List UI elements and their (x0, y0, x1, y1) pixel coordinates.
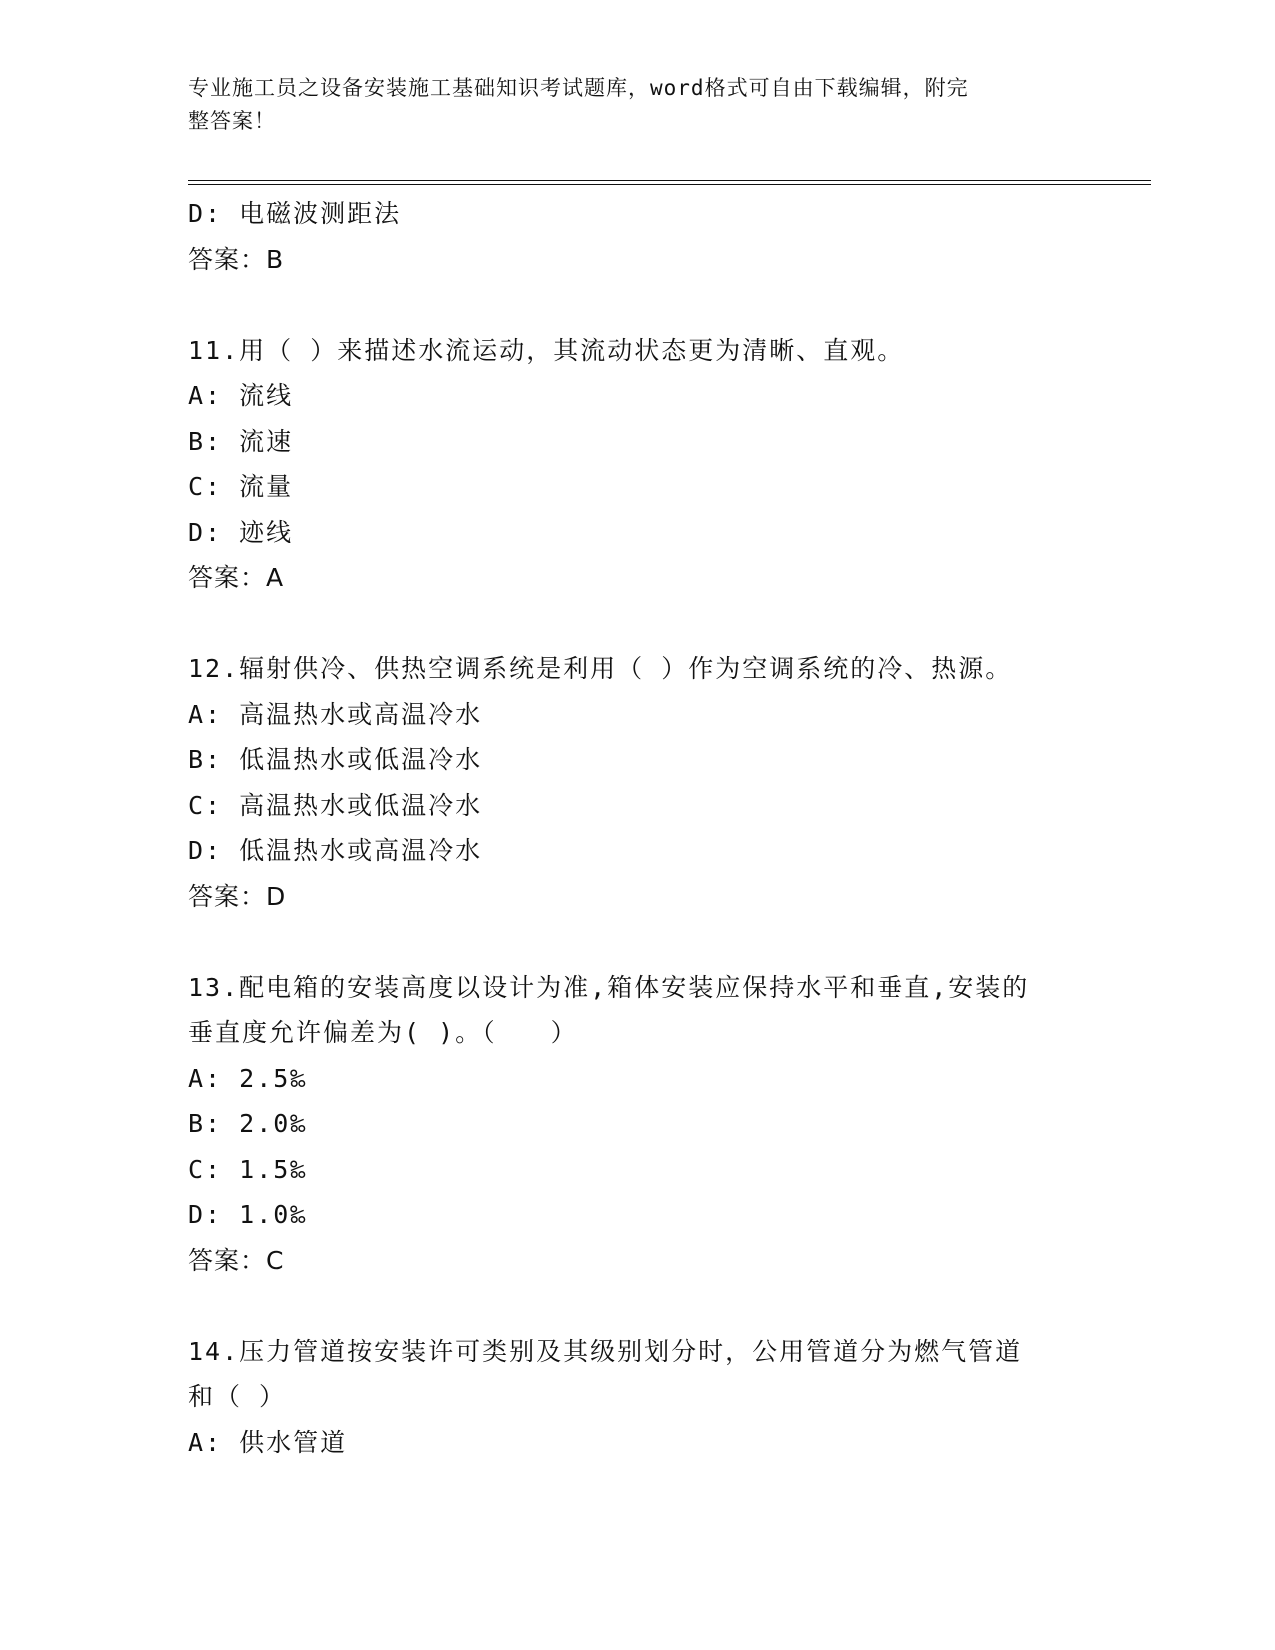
spacer (188, 282, 1088, 328)
spacer (188, 1283, 1088, 1329)
option-b: B: 低温热水或低温冷水 (188, 745, 483, 774)
header-line-1: 专业施工员之设备安装施工基础知识考试题库，word格式可自由下载编辑，附完 (188, 76, 969, 100)
question-stem: 13.配电箱的安装高度以设计为准,箱体安装应保持水平和垂直,安装的 (188, 972, 1030, 1002)
option-d: D: 低温热水或高温冷水 (188, 836, 483, 865)
answer-line: 答案：D (188, 881, 287, 911)
header-line-2: 整答案！ (188, 109, 276, 133)
answer-line: 答案：C (188, 1245, 285, 1275)
option-a: A: 2.5‰ (188, 1063, 308, 1093)
option-a: A: 流线 (188, 381, 294, 410)
header-divider-bottom (188, 184, 1151, 185)
question-stem: 12.辐射供冷、供热空调系统是利用（ ）作为空调系统的冷、热源。 (188, 654, 1013, 683)
question-block-13 (188, 965, 1088, 1284)
question-stem-continued: 垂直度允许偏差为( )。（ ） (188, 1018, 578, 1047)
answer-line: 答案：A (188, 563, 285, 592)
question-block-12 (188, 646, 1088, 919)
answer-line: 答案：B (188, 244, 285, 274)
option-a: A: 高温热水或高温冷水 (188, 699, 483, 729)
option-d: D: 电磁波测距法 (188, 199, 402, 228)
question-stem: 11.用（ ）来描述水流运动，其流动状态更为清晰、直观。 (188, 335, 905, 365)
option-d: D: 迹线 (188, 517, 294, 547)
question-list (188, 191, 1088, 1465)
option-a: A: 供水管道 (188, 1427, 348, 1457)
option-c: C: 高温热水或低温冷水 (188, 790, 483, 820)
question-block-10 (188, 191, 1088, 282)
option-c: C: 1.5‰ (188, 1154, 308, 1184)
option-c: C: 流量 (188, 472, 294, 501)
question-stem-continued: 和（ ） (188, 1382, 287, 1411)
question-block-14 (188, 1329, 1088, 1466)
option-d: D: 1.0‰ (188, 1200, 308, 1229)
question-stem: 14.压力管道按安装许可类别及其级别划分时，公用管道分为燃气管道 (188, 1336, 1023, 1366)
document-header (188, 72, 1068, 138)
question-block-11 (188, 328, 1088, 601)
spacer (188, 919, 1088, 965)
option-b: B: 2.0‰ (188, 1109, 308, 1138)
header-divider-top (188, 180, 1151, 181)
option-b: B: 流速 (188, 426, 294, 456)
spacer (188, 601, 1088, 647)
